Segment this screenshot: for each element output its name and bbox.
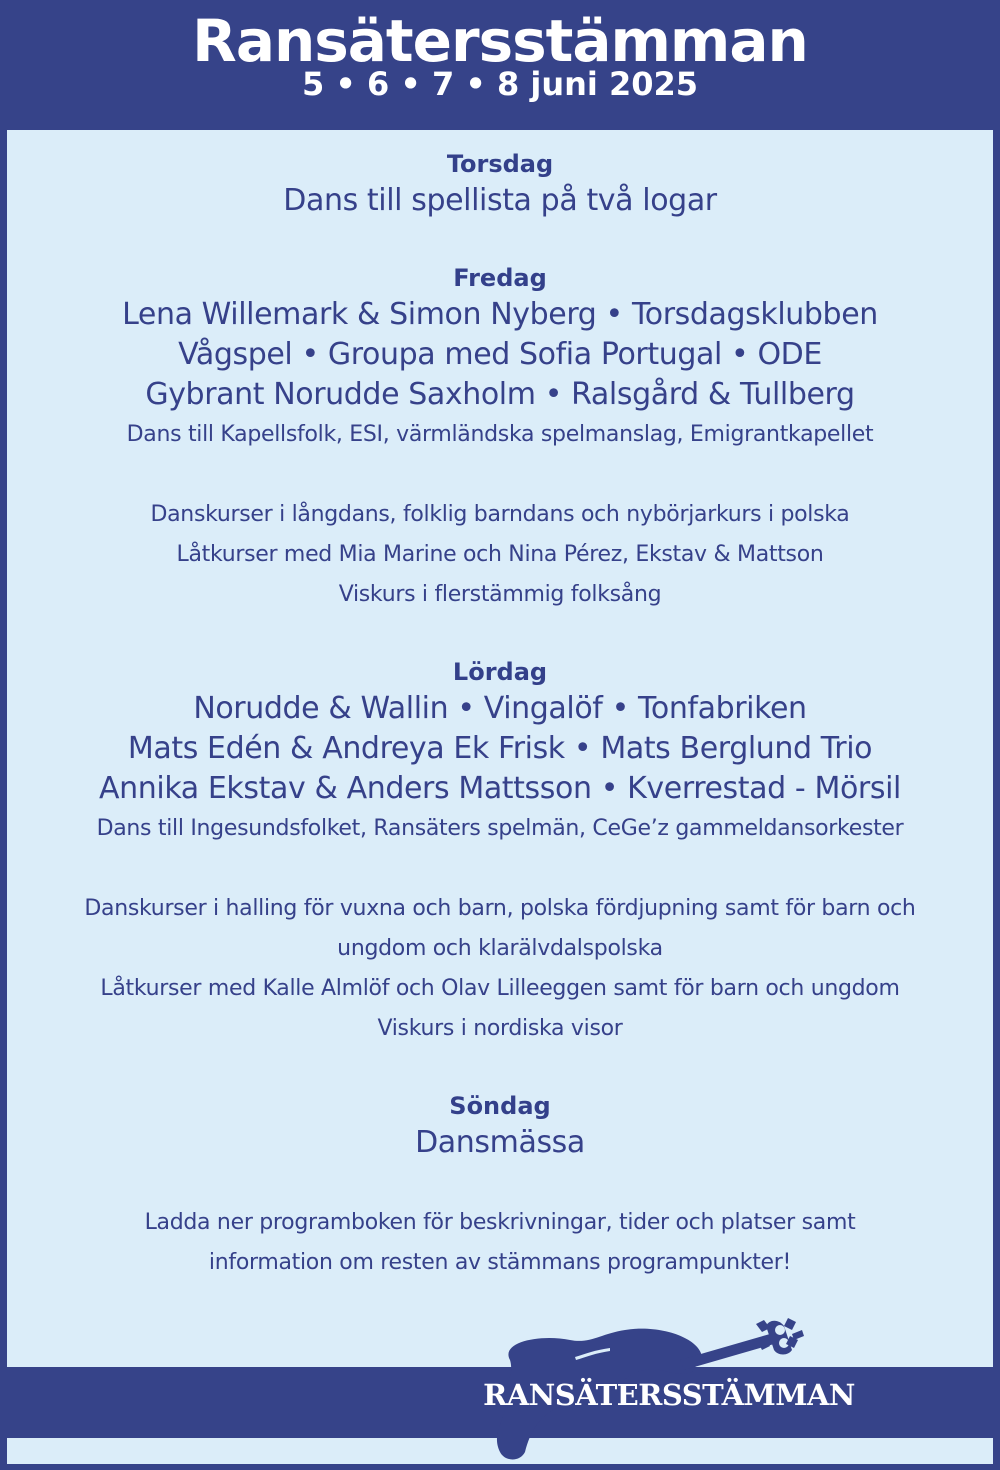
lordag-artists-line: Mats Edén & Andreya Ek Frisk • Mats Berglund Trio [127,731,873,766]
torsdag-event: Dans till spellista på två logar [283,183,717,218]
logo-wordmark: RANSÄTERSSTÄMMAN [483,1378,855,1412]
lordag-dans: Dans till Ingesundsfolket, Ransäters spelmän, CeGe’z gammeldansorkester [96,816,904,841]
sondag-event: Dansmässa [415,1125,585,1160]
page-title: Ransätersstämman [192,7,808,75]
lordag-course-line: Viskurs i nordiska visor [377,1016,623,1041]
lordag-course-line: ungdom och klarälvdalspolska [337,936,663,961]
fredag-course-line: Viskurs i flerstämmig folksång [338,582,662,607]
lordag-course-line: Danskurser i halling för vuxna och barn, polska fördjupning samt för barn och [84,896,916,921]
festival-dates: 5 • 6 • 7 • 8 juni 2025 [301,65,699,103]
header-banner [0,0,1000,128]
lordag-artists-line: Annika Ekstav & Anders Mattsson • Kverrestad - Mörsil [99,771,901,806]
day-heading-fredag: Fredag [453,264,547,292]
download-info-line: Ladda ner programboken för beskrivningar, tider och platser samt [144,1210,856,1235]
day-heading-sondag: Söndag [449,1092,551,1120]
fredag-artists-line: Vågspel • Groupa med Sofia Portugal • ODE [178,337,822,372]
fredag-dans: Dans till Kapellsfolk, ESI, värmländska spelmanslag, Emigrantkapellet [126,422,874,447]
lordag-course-line: Låtkurser med Kalle Almlöf och Olav Lilleeggen samt för barn och ungdom [100,976,900,1001]
download-info-line: information om resten av stämmans programpunkter! [208,1250,792,1275]
fredag-course-line: Danskurser i långdans, folklig barndans och nybörjarkurs i polska [150,502,850,527]
fredag-course-line: Låtkurser med Mia Marine och Nina Pérez, Ekstav & Mattson [176,542,824,567]
day-heading-lordag: Lördag [452,658,548,686]
program-panel [7,130,993,1367]
day-heading-torsdag: Torsdag [446,150,554,178]
fredag-artists-line: Lena Willemark & Simon Nyberg • Torsdagsklubben [122,297,878,332]
program-content [7,147,993,1283]
fredag-artists-line: Gybrant Norudde Saxholm • Ralsgård & Tullberg [145,377,855,412]
lordag-artists-line: Norudde & Wallin • Vingalöf • Tonfabriken [193,691,807,726]
